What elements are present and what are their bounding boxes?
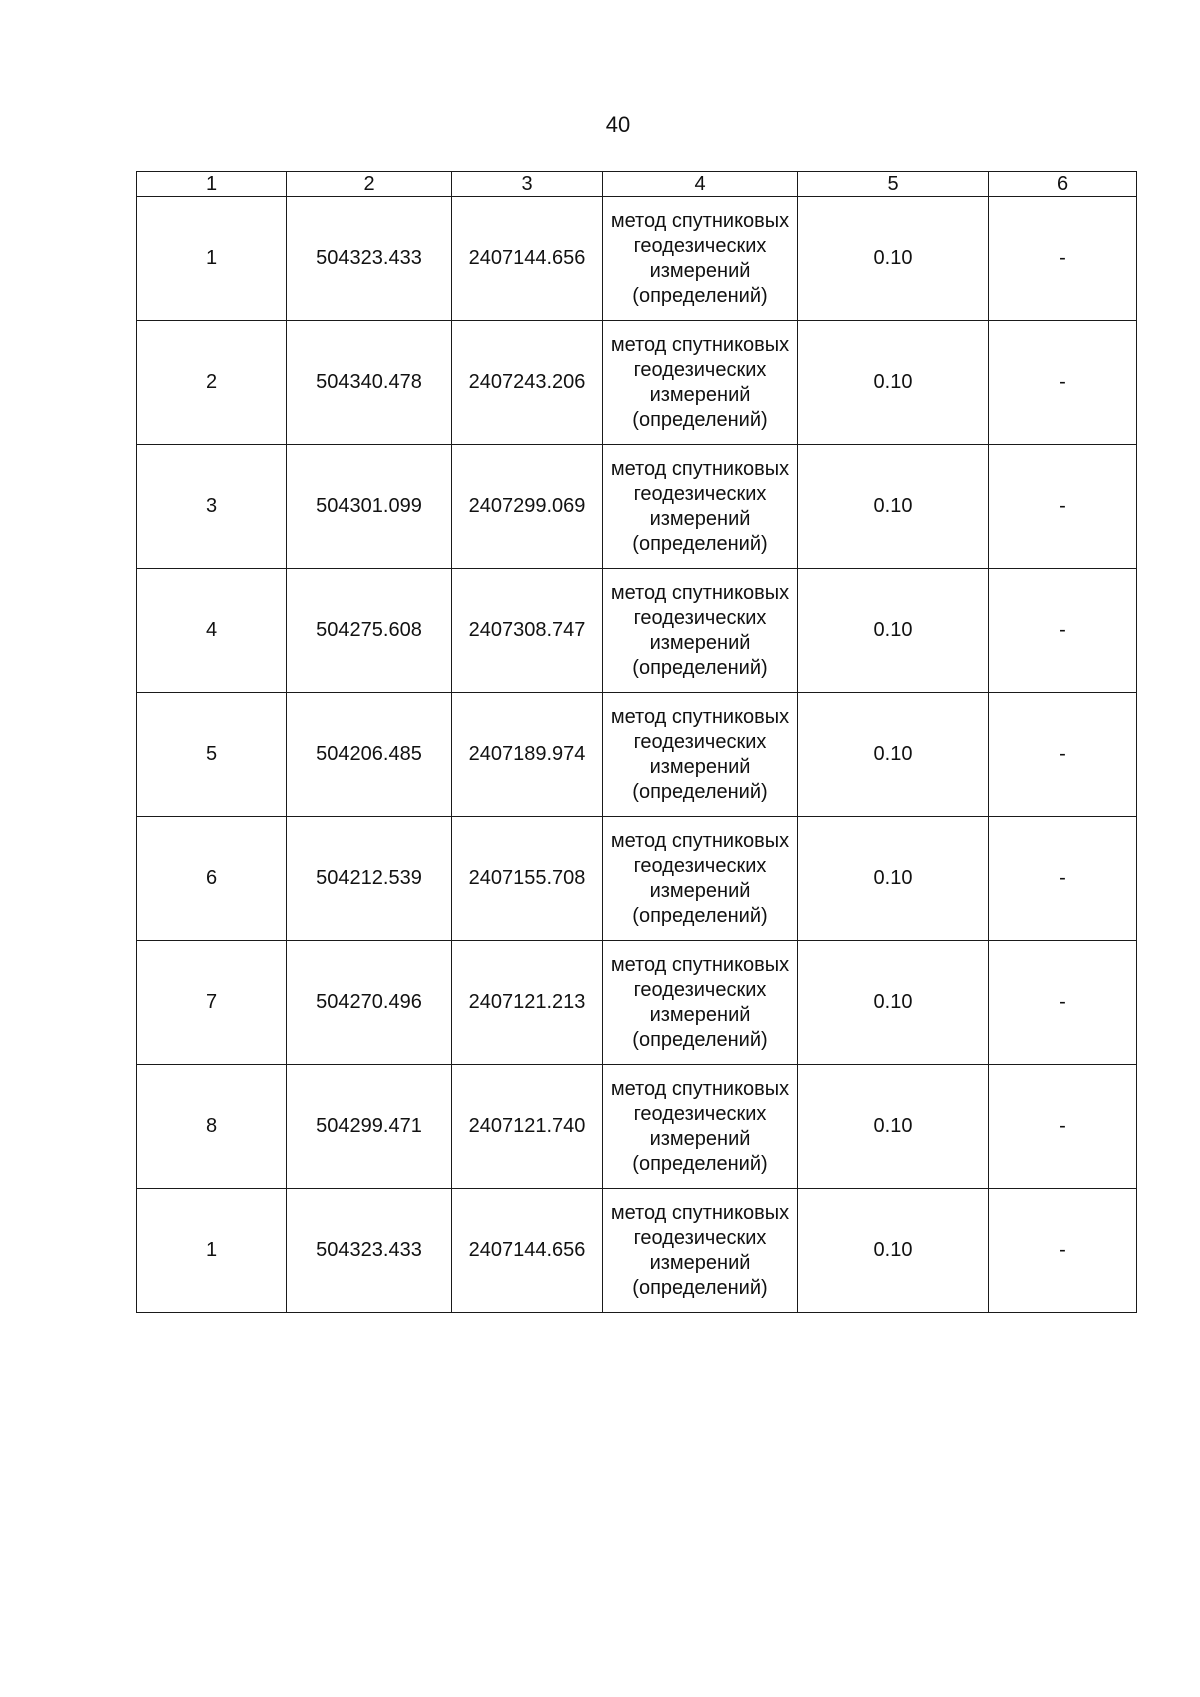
- accuracy-cell: 0.10: [798, 693, 989, 817]
- method-text: метод спутниковых геодезических измерений (определений): [610, 333, 790, 431]
- y-coordinate-cell: 2407121.740: [452, 1065, 603, 1189]
- method-text: метод спутниковых геодезических измерений (определений): [610, 581, 790, 679]
- method-text: метод спутниковых геодезических измерений (определений): [610, 1077, 790, 1175]
- column-header-1: 1: [137, 172, 287, 197]
- method-cell: [603, 445, 798, 569]
- y-coordinate-cell: 2407121.213: [452, 941, 603, 1065]
- method-text: метод спутниковых геодезических измерений (определений): [610, 705, 790, 803]
- x-coordinate-cell: 504323.433: [287, 1189, 452, 1313]
- method-cell: [603, 569, 798, 693]
- method-cell: [603, 817, 798, 941]
- point-number-cell: 7: [137, 941, 287, 1065]
- y-coordinate-cell: 2407299.069: [452, 445, 603, 569]
- note-cell: -: [989, 693, 1137, 817]
- point-number-cell: 5: [137, 693, 287, 817]
- column-header-4: 4: [603, 172, 798, 197]
- x-coordinate-cell: 504340.478: [287, 321, 452, 445]
- table-row: [137, 693, 1137, 817]
- x-coordinate-cell: 504301.099: [287, 445, 452, 569]
- table-row: [137, 445, 1137, 569]
- accuracy-cell: 0.10: [798, 321, 989, 445]
- accuracy-cell: 0.10: [798, 817, 989, 941]
- method-cell: [603, 693, 798, 817]
- note-cell: -: [989, 1189, 1137, 1313]
- method-text: метод спутниковых геодезических измерений (определений): [610, 209, 790, 307]
- point-number-cell: 8: [137, 1065, 287, 1189]
- x-coordinate-cell: 504275.608: [287, 569, 452, 693]
- table-row: [137, 569, 1137, 693]
- page-number: 40: [605, 112, 631, 137]
- note-cell: -: [989, 569, 1137, 693]
- x-coordinate-cell: 504270.496: [287, 941, 452, 1065]
- method-cell: [603, 941, 798, 1065]
- table-row: [137, 941, 1137, 1065]
- method-cell: [603, 1189, 798, 1313]
- point-number-cell: 1: [137, 1189, 287, 1313]
- table-row: [137, 817, 1137, 941]
- accuracy-cell: 0.10: [798, 941, 989, 1065]
- point-number-cell: 2: [137, 321, 287, 445]
- method-text: метод спутниковых геодезических измерений (определений): [610, 457, 790, 555]
- y-coordinate-cell: 2407243.206: [452, 321, 603, 445]
- y-coordinate-cell: 2407308.747: [452, 569, 603, 693]
- table-row: [137, 1065, 1137, 1189]
- point-number-cell: 4: [137, 569, 287, 693]
- accuracy-cell: 0.10: [798, 569, 989, 693]
- method-cell: [603, 197, 798, 321]
- method-text: метод спутниковых геодезических измерений (определений): [610, 829, 790, 927]
- accuracy-cell: 0.10: [798, 445, 989, 569]
- note-cell: -: [989, 197, 1137, 321]
- x-coordinate-cell: 504323.433: [287, 197, 452, 321]
- note-cell: -: [989, 445, 1137, 569]
- column-header-5: 5: [798, 172, 989, 197]
- accuracy-cell: 0.10: [798, 1189, 989, 1313]
- accuracy-cell: 0.10: [798, 1065, 989, 1189]
- y-coordinate-cell: 2407144.656: [452, 1189, 603, 1313]
- column-header-2: 2: [287, 172, 452, 197]
- point-number-cell: 3: [137, 445, 287, 569]
- y-coordinate-cell: 2407144.656: [452, 197, 603, 321]
- table-row: [137, 1189, 1137, 1313]
- method-text: метод спутниковых геодезических измерений (определений): [610, 953, 790, 1051]
- column-header-6: 6: [989, 172, 1137, 197]
- x-coordinate-cell: 504212.539: [287, 817, 452, 941]
- note-cell: -: [989, 817, 1137, 941]
- method-text: метод спутниковых геодезических измерений (определений): [610, 1201, 790, 1299]
- method-cell: [603, 1065, 798, 1189]
- coordinates-table: [136, 171, 1137, 1313]
- column-header-3: 3: [452, 172, 603, 197]
- y-coordinate-cell: 2407189.974: [452, 693, 603, 817]
- accuracy-cell: 0.10: [798, 197, 989, 321]
- x-coordinate-cell: 504206.485: [287, 693, 452, 817]
- note-cell: -: [989, 1065, 1137, 1189]
- table-row: [137, 321, 1137, 445]
- x-coordinate-cell: 504299.471: [287, 1065, 452, 1189]
- method-cell: [603, 321, 798, 445]
- point-number-cell: 1: [137, 197, 287, 321]
- note-cell: -: [989, 321, 1137, 445]
- note-cell: -: [989, 941, 1137, 1065]
- table-row: [137, 197, 1137, 321]
- y-coordinate-cell: 2407155.708: [452, 817, 603, 941]
- table-header-row: [137, 172, 1137, 197]
- point-number-cell: 6: [137, 817, 287, 941]
